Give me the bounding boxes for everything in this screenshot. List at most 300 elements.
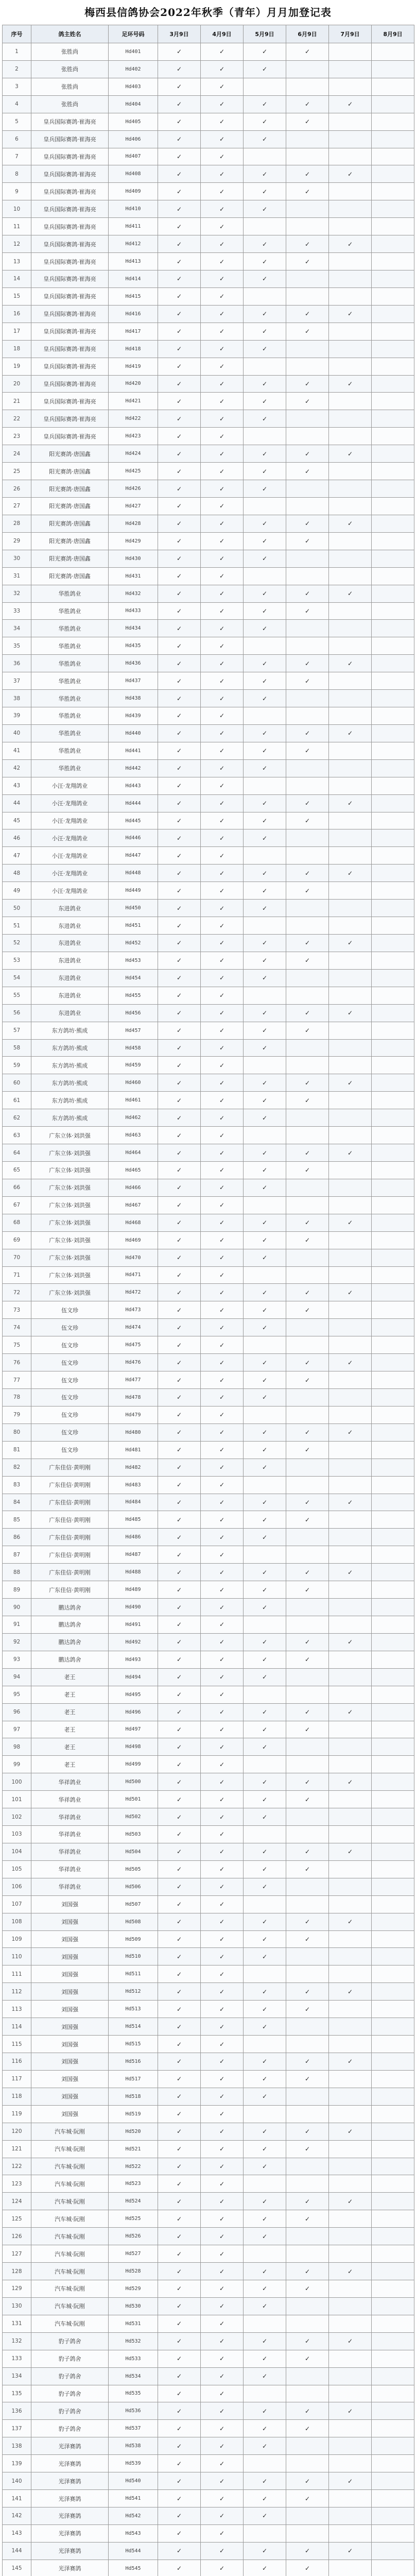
ring-number: Hd463 (109, 1127, 158, 1144)
month-check-2: ✓ (201, 690, 244, 707)
month-check-1: ✓ (158, 1057, 201, 1074)
row-number: 110 (3, 1948, 31, 1965)
ring-number: Hd499 (109, 1756, 158, 1773)
owner-name: 华胜鸽业 (31, 759, 109, 777)
ring-number: Hd480 (109, 1423, 158, 1441)
row-number: 33 (3, 602, 31, 620)
table-row (3, 2455, 414, 2472)
table-row (3, 1249, 414, 1266)
row-number: 95 (3, 1686, 31, 1703)
month-check-1: ✓ (158, 2140, 201, 2158)
month-check-2: ✓ (201, 1878, 244, 1895)
owner-name: 皇兵国际赛鸽·崔海亮 (31, 148, 109, 165)
owner-name: 华胜鸽业 (31, 637, 109, 655)
row-number: 141 (3, 2490, 31, 2507)
ring-number: Hd447 (109, 847, 158, 865)
month-check-1: ✓ (158, 2123, 201, 2140)
month-check-4: ✓ (286, 1092, 329, 1109)
month-check-4 (286, 2297, 329, 2315)
owner-name: 刘国强 (31, 1895, 109, 1913)
ring-number: Hd525 (109, 2210, 158, 2228)
row-number: 129 (3, 2280, 31, 2298)
ring-number: Hd515 (109, 2036, 158, 2053)
row-number: 20 (3, 375, 31, 393)
month-check-1: ✓ (158, 2280, 201, 2298)
ring-number: Hd409 (109, 183, 158, 200)
row-number: 96 (3, 1703, 31, 1721)
owner-name: 汽车城·阮刚 (31, 2297, 109, 2315)
owner-name: 张胜尚 (31, 95, 109, 113)
month-check-5 (329, 987, 372, 1004)
row-number: 38 (3, 690, 31, 707)
ring-number: Hd545 (109, 2560, 158, 2576)
month-check-2: ✓ (201, 1791, 244, 1808)
month-check-6 (372, 1022, 414, 1039)
month-check-3 (244, 1826, 286, 1843)
owner-name: 豹子鸽舍 (31, 2402, 109, 2420)
row-number: 44 (3, 794, 31, 812)
owner-name: 皇兵国际赛鸽·崔海亮 (31, 270, 109, 287)
row-number: 97 (3, 1721, 31, 1738)
owner-name: 皇兵国际赛鸽·崔海亮 (31, 375, 109, 393)
month-check-5: ✓ (329, 515, 372, 532)
month-check-6 (372, 829, 414, 847)
row-number: 116 (3, 2053, 31, 2071)
month-check-2: ✓ (201, 1039, 244, 1057)
owner-name: 华胜鸽业 (31, 724, 109, 742)
row-number: 22 (3, 410, 31, 428)
month-check-4: ✓ (286, 253, 329, 270)
month-check-4 (286, 1668, 329, 1686)
month-check-5 (329, 1686, 372, 1703)
ring-number: Hd500 (109, 1773, 158, 1791)
month-check-2: ✓ (201, 847, 244, 865)
ring-number: Hd458 (109, 1039, 158, 1057)
row-number: 6 (3, 130, 31, 148)
month-check-1: ✓ (158, 882, 201, 900)
ring-number: Hd495 (109, 1686, 158, 1703)
table-row (3, 1127, 414, 1144)
month-check-1: ✓ (158, 865, 201, 882)
month-check-2: ✓ (201, 148, 244, 165)
month-check-2: ✓ (201, 253, 244, 270)
owner-name: 广东立体·刘洪强 (31, 1214, 109, 1231)
month-check-2: ✓ (201, 1564, 244, 1581)
owner-name: 华胜鸽业 (31, 602, 109, 620)
month-check-5: ✓ (329, 1703, 372, 1721)
month-check-2: ✓ (201, 1371, 244, 1389)
month-check-1: ✓ (158, 707, 201, 725)
month-check-6 (372, 1371, 414, 1389)
row-number: 17 (3, 323, 31, 340)
ring-number: Hd435 (109, 637, 158, 655)
month-check-4: ✓ (286, 2140, 329, 2158)
table-row (3, 375, 414, 393)
month-check-4: ✓ (286, 375, 329, 393)
month-check-1: ✓ (158, 2193, 201, 2210)
owner-name: 伍文珍 (31, 1406, 109, 1423)
row-number: 59 (3, 1057, 31, 1074)
month-check-4 (286, 1336, 329, 1354)
ring-number: Hd419 (109, 358, 158, 375)
month-check-6 (372, 1144, 414, 1162)
month-check-6 (372, 515, 414, 532)
ring-number: Hd413 (109, 253, 158, 270)
month-check-5 (329, 777, 372, 794)
table-row (3, 235, 414, 253)
month-check-4 (286, 78, 329, 95)
month-check-3: ✓ (244, 1860, 286, 1878)
month-check-3: ✓ (244, 585, 286, 602)
table-row (3, 200, 414, 218)
month-check-6 (372, 2542, 414, 2560)
row-number: 115 (3, 2036, 31, 2053)
ring-number: Hd437 (109, 672, 158, 690)
month-check-5 (329, 917, 372, 935)
month-check-6 (372, 2367, 414, 2385)
owner-name: 皇兵国际赛鸽·崔海亮 (31, 393, 109, 410)
month-check-2: ✓ (201, 637, 244, 655)
month-check-5 (329, 759, 372, 777)
month-check-1: ✓ (158, 742, 201, 759)
ring-number: Hd478 (109, 1388, 158, 1406)
month-check-1: ✓ (158, 2105, 201, 2123)
month-check-2: ✓ (201, 2175, 244, 2193)
month-check-1: ✓ (158, 130, 201, 148)
month-check-5 (329, 2105, 372, 2123)
month-check-3 (244, 497, 286, 515)
month-check-6 (372, 1231, 414, 1249)
month-check-2: ✓ (201, 165, 244, 183)
month-check-5: ✓ (329, 2053, 372, 2071)
row-number: 78 (3, 1388, 31, 1406)
month-check-2: ✓ (201, 1162, 244, 1179)
owner-name: 东进鸽业 (31, 969, 109, 987)
month-check-2: ✓ (201, 2297, 244, 2315)
table-row (3, 2210, 414, 2228)
month-check-4: ✓ (286, 463, 329, 480)
row-number: 84 (3, 1494, 31, 1511)
month-check-4: ✓ (286, 812, 329, 829)
ring-number: Hd452 (109, 935, 158, 952)
month-check-2: ✓ (201, 2210, 244, 2228)
month-check-4: ✓ (286, 1773, 329, 1791)
table-row (3, 2088, 414, 2105)
month-check-4 (286, 1738, 329, 1756)
month-check-4 (286, 1127, 329, 1144)
month-check-5 (329, 497, 372, 515)
month-check-4: ✓ (286, 2560, 329, 2576)
month-check-6 (372, 113, 414, 130)
ring-number: Hd459 (109, 1057, 158, 1074)
month-check-4 (286, 759, 329, 777)
month-check-3 (244, 2036, 286, 2053)
month-check-1: ✓ (158, 2350, 201, 2367)
table-row (3, 113, 414, 130)
month-check-6 (372, 95, 414, 113)
owner-name: 汽车城·阮刚 (31, 2228, 109, 2245)
month-check-4 (286, 2385, 329, 2402)
ring-number: Hd410 (109, 200, 158, 218)
month-check-5 (329, 1057, 372, 1074)
month-check-5 (329, 463, 372, 480)
table-row (3, 550, 414, 567)
month-check-1: ✓ (158, 1388, 201, 1406)
month-check-5: ✓ (329, 935, 372, 952)
month-check-5 (329, 1895, 372, 1913)
month-check-1: ✓ (158, 2420, 201, 2437)
month-check-2: ✓ (201, 1406, 244, 1423)
month-check-6 (372, 2175, 414, 2193)
month-check-4 (286, 1388, 329, 1406)
row-number: 12 (3, 235, 31, 253)
month-check-2: ✓ (201, 585, 244, 602)
month-check-6 (372, 200, 414, 218)
table-row (3, 2018, 414, 2036)
row-number: 71 (3, 1266, 31, 1284)
month-check-6 (372, 1878, 414, 1895)
month-check-1: ✓ (158, 1092, 201, 1109)
table-body (3, 43, 414, 2576)
month-check-4: ✓ (286, 2542, 329, 2560)
month-check-5 (329, 183, 372, 200)
table-row (3, 602, 414, 620)
ring-number: Hd446 (109, 829, 158, 847)
ring-number: Hd482 (109, 1459, 158, 1476)
row-number: 89 (3, 1581, 31, 1599)
month-check-4 (286, 1878, 329, 1895)
ring-number: Hd496 (109, 1703, 158, 1721)
row-number: 136 (3, 2402, 31, 2420)
month-check-5 (329, 2280, 372, 2298)
row-number: 1 (3, 43, 31, 61)
table-row (3, 1388, 414, 1406)
month-check-1: ✓ (158, 1738, 201, 1756)
table-row (3, 2036, 414, 2053)
month-check-2: ✓ (201, 917, 244, 935)
table-row (3, 1983, 414, 2001)
month-check-6 (372, 2228, 414, 2245)
month-check-6 (372, 148, 414, 165)
month-check-5 (329, 1930, 372, 1948)
month-check-3: ✓ (244, 1703, 286, 1721)
month-check-4: ✓ (286, 602, 329, 620)
month-check-5 (329, 1022, 372, 1039)
owner-name: 阳光赛鸽·唐国鑫 (31, 445, 109, 463)
month-check-4 (286, 1476, 329, 1494)
month-check-6 (372, 1756, 414, 1773)
owner-name: 广东立体·刘洪强 (31, 1162, 109, 1179)
month-check-5 (329, 637, 372, 655)
month-check-3: ✓ (244, 690, 286, 707)
month-check-6 (372, 1721, 414, 1738)
month-check-5 (329, 2367, 372, 2385)
month-check-1: ✓ (158, 550, 201, 567)
month-check-2: ✓ (201, 1022, 244, 1039)
table-row (3, 497, 414, 515)
month-check-6 (372, 2193, 414, 2210)
month-check-4: ✓ (286, 1441, 329, 1459)
month-check-1: ✓ (158, 2175, 201, 2193)
month-check-5 (329, 1092, 372, 1109)
month-check-2: ✓ (201, 358, 244, 375)
ring-number: Hd462 (109, 1109, 158, 1127)
month-check-2: ✓ (201, 2280, 244, 2298)
month-check-4: ✓ (286, 1162, 329, 1179)
month-check-2: ✓ (201, 1686, 244, 1703)
month-check-6 (372, 1599, 414, 1616)
owner-name: 刘国强 (31, 2001, 109, 2018)
month-check-2: ✓ (201, 602, 244, 620)
table-row (3, 707, 414, 725)
month-check-2: ✓ (201, 60, 244, 78)
header-month-3: 5月9日 (244, 25, 286, 43)
table-row (3, 882, 414, 900)
row-number: 65 (3, 1162, 31, 1179)
month-check-6 (372, 2472, 414, 2490)
table-row (3, 1913, 414, 1930)
month-check-1: ✓ (158, 759, 201, 777)
month-check-5 (329, 358, 372, 375)
month-check-2: ✓ (201, 2490, 244, 2507)
row-number: 91 (3, 1616, 31, 1633)
month-check-1: ✓ (158, 165, 201, 183)
month-check-5: ✓ (329, 1423, 372, 1441)
month-check-2: ✓ (201, 1127, 244, 1144)
month-check-2: ✓ (201, 1336, 244, 1354)
month-check-1: ✓ (158, 1336, 201, 1354)
month-check-1: ✓ (158, 1406, 201, 1423)
month-check-1: ✓ (158, 1266, 201, 1284)
owner-name: 皇兵国际赛鸽·崔海亮 (31, 410, 109, 428)
owner-name: 广东佳信·黄明刚 (31, 1546, 109, 1564)
month-check-4: ✓ (286, 1791, 329, 1808)
month-check-3: ✓ (244, 235, 286, 253)
month-check-5 (329, 1371, 372, 1389)
month-check-6 (372, 2018, 414, 2036)
month-check-4 (286, 1319, 329, 1336)
month-check-4: ✓ (286, 672, 329, 690)
month-check-2: ✓ (201, 2123, 244, 2140)
month-check-4: ✓ (286, 532, 329, 550)
month-check-2: ✓ (201, 130, 244, 148)
month-check-6 (372, 2297, 414, 2315)
month-check-1: ✓ (158, 1162, 201, 1179)
table-row (3, 742, 414, 759)
month-check-1: ✓ (158, 1371, 201, 1389)
month-check-6 (372, 1860, 414, 1878)
month-check-5 (329, 323, 372, 340)
table-row (3, 829, 414, 847)
month-check-6 (372, 1179, 414, 1196)
owner-name: 刘国强 (31, 1913, 109, 1930)
table-row (3, 1703, 414, 1721)
owner-name: 汽车城·阮刚 (31, 2245, 109, 2263)
month-check-4 (286, 987, 329, 1004)
owner-name: 皇兵国际赛鸽·崔海亮 (31, 323, 109, 340)
month-check-5 (329, 1441, 372, 1459)
month-check-5 (329, 1266, 372, 1284)
row-number: 61 (3, 1092, 31, 1109)
ring-number: Hd469 (109, 1231, 158, 1249)
month-check-1: ✓ (158, 1843, 201, 1860)
month-check-6 (372, 2280, 414, 2298)
row-number: 123 (3, 2175, 31, 2193)
owner-name: 刘国强 (31, 2105, 109, 2123)
month-check-2: ✓ (201, 2263, 244, 2280)
month-check-1: ✓ (158, 1354, 201, 1371)
table-row (3, 1546, 414, 1564)
month-check-4 (286, 340, 329, 358)
month-check-4 (286, 1249, 329, 1266)
month-check-4 (286, 2245, 329, 2263)
month-check-3 (244, 428, 286, 445)
month-check-5: ✓ (329, 794, 372, 812)
table-row (3, 1773, 414, 1791)
owner-name: 小汪·龙翔鸽业 (31, 794, 109, 812)
row-number: 60 (3, 1074, 31, 1092)
row-number: 106 (3, 1878, 31, 1895)
month-check-4 (286, 2367, 329, 2385)
table-row (3, 2507, 414, 2524)
month-check-4 (286, 358, 329, 375)
month-check-5 (329, 2297, 372, 2315)
month-check-1: ✓ (158, 2402, 201, 2420)
month-check-1: ✓ (158, 1179, 201, 1196)
month-check-3 (244, 358, 286, 375)
month-check-5: ✓ (329, 724, 372, 742)
month-check-4: ✓ (286, 1074, 329, 1092)
owner-name: 东方鸽坊·熊成 (31, 1057, 109, 1074)
month-check-3 (244, 218, 286, 235)
row-number: 66 (3, 1179, 31, 1196)
month-check-1: ✓ (158, 393, 201, 410)
month-check-4 (286, 1756, 329, 1773)
month-check-1: ✓ (158, 270, 201, 287)
month-check-3: ✓ (244, 2123, 286, 2140)
table-row (3, 1022, 414, 1039)
ring-number: Hd442 (109, 759, 158, 777)
month-check-6 (372, 1965, 414, 1983)
month-check-2: ✓ (201, 2472, 244, 2490)
month-check-1: ✓ (158, 1546, 201, 1564)
ring-number: Hd509 (109, 1930, 158, 1948)
table-row (3, 690, 414, 707)
month-check-4: ✓ (286, 2123, 329, 2140)
month-check-2: ✓ (201, 1388, 244, 1406)
ring-number: Hd503 (109, 1826, 158, 1843)
month-check-3: ✓ (244, 1319, 286, 1336)
month-check-1: ✓ (158, 1214, 201, 1231)
owner-name: 刘国强 (31, 2088, 109, 2105)
table-row (3, 428, 414, 445)
month-check-3 (244, 2105, 286, 2123)
owner-name: 皇兵国际赛鸽·崔海亮 (31, 358, 109, 375)
month-check-2: ✓ (201, 759, 244, 777)
owner-name: 华祥鸽业 (31, 1826, 109, 1843)
row-number: 41 (3, 742, 31, 759)
owner-name: 鹏达鸽舍 (31, 1599, 109, 1616)
row-number: 117 (3, 2070, 31, 2088)
month-check-2: ✓ (201, 2070, 244, 2088)
month-check-6 (372, 847, 414, 865)
month-check-3: ✓ (244, 2158, 286, 2175)
month-check-6 (372, 1057, 414, 1074)
owner-name: 汽车城·阮刚 (31, 2315, 109, 2332)
table-row (3, 865, 414, 882)
month-check-3: ✓ (244, 375, 286, 393)
row-number: 23 (3, 428, 31, 445)
